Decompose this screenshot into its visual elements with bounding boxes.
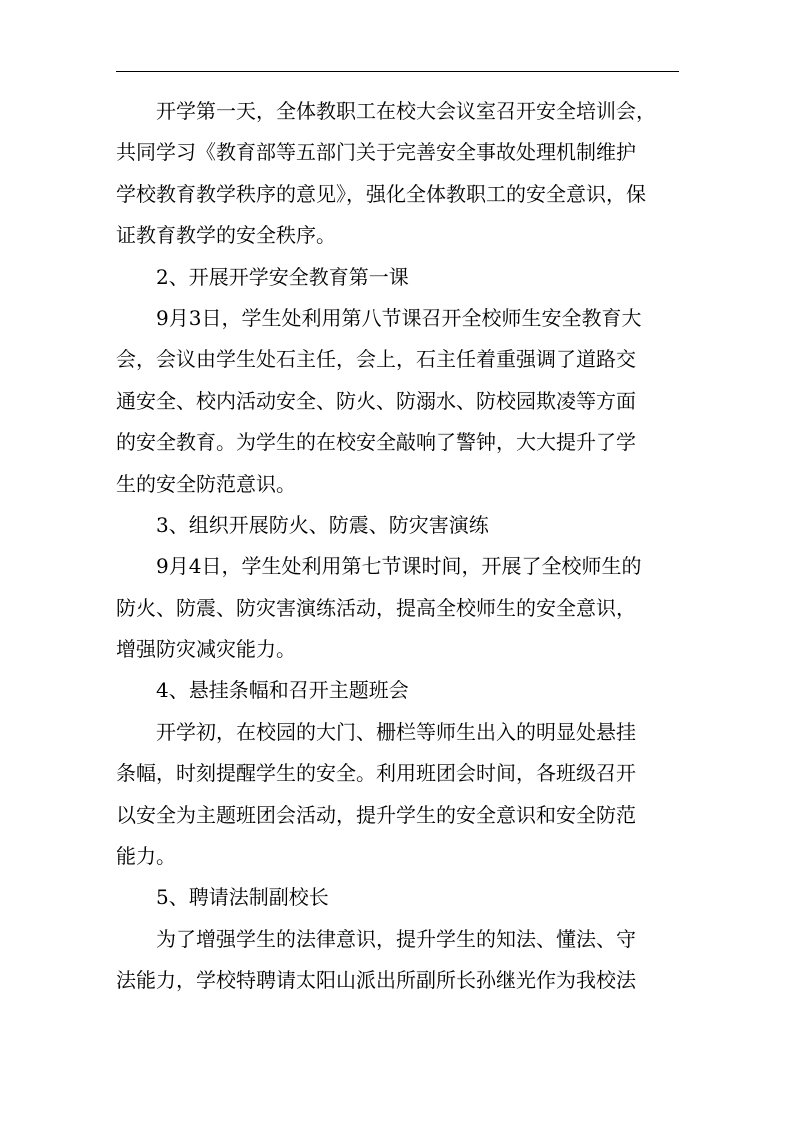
heading-text: 3、组织开展防火、防震、防灾害演练 <box>156 512 489 537</box>
header-rule <box>116 71 679 72</box>
paragraph-line: 的安全教育。为学生的在校安全敲响了警钟，大大提升了学 <box>116 430 636 455</box>
paragraph-line: 法能力，学校特聘请太阳山派出所副所长孙继光作为我校法 <box>116 968 636 993</box>
paragraph-line: 9月4日，学生处利用第七节课时间，开展了全校师生的 <box>156 554 642 579</box>
paragraph-line: 开学初，在校园的大门、栅栏等师生出入的明显处悬挂 <box>156 719 636 744</box>
body-paragraph <box>116 712 679 878</box>
heading-text: 4、悬挂条幅和召开主题班会 <box>156 678 409 703</box>
paragraph-line: 能力。 <box>116 844 176 869</box>
body-paragraph <box>116 91 679 257</box>
paragraph-line: 条幅，时刻提醒学生的安全。利用班团会时间，各班级召开 <box>116 761 636 786</box>
document-body <box>116 91 679 1002</box>
section-heading <box>116 670 679 711</box>
paragraph-line: 以安全为主题班团会活动，提升学生的安全意识和安全防范 <box>116 802 636 827</box>
section-heading <box>116 505 679 546</box>
heading-text: 5、聘请法制副校长 <box>156 885 329 910</box>
paragraph-line: 学校教育教学秩序的意见》，强化全体教职工的安全意识，保 <box>116 181 646 206</box>
paragraph-line: 为了增强学生的法律意识，提升学生的知法、懂法、守 <box>156 926 636 951</box>
paragraph-line: 开学第一天，全体教职工在校大会议室召开安全培训会， <box>156 99 656 123</box>
paragraph-line: 证教育教学的安全秩序。 <box>116 223 336 248</box>
paragraph-line: 增强防灾减灾能力。 <box>116 637 296 662</box>
paragraph-line: 生的安全防范意识。 <box>116 471 296 496</box>
body-paragraph <box>116 919 679 1002</box>
paragraph-line: 防火、防震、防灾害演练活动，提高全校师生的安全意识， <box>116 595 636 620</box>
heading-text: 2、开展开学安全教育第一课 <box>156 264 409 289</box>
body-paragraph <box>116 298 679 505</box>
paragraph-line: 9月3日，学生处利用第八节课召开全校师生安全教育大 <box>156 305 642 330</box>
paragraph-line: 通安全、校内活动安全、防火、防溺水、防校园欺凌等方面 <box>116 388 636 413</box>
section-heading <box>116 257 679 298</box>
body-paragraph <box>116 546 679 670</box>
paragraph-line: 共同学习《教育部等五部门关于完善安全事故处理机制维护 <box>116 140 636 165</box>
paragraph-line: 会，会议由学生处石主任，会上，石主任着重强调了道路交 <box>116 347 636 372</box>
section-heading <box>116 877 679 918</box>
